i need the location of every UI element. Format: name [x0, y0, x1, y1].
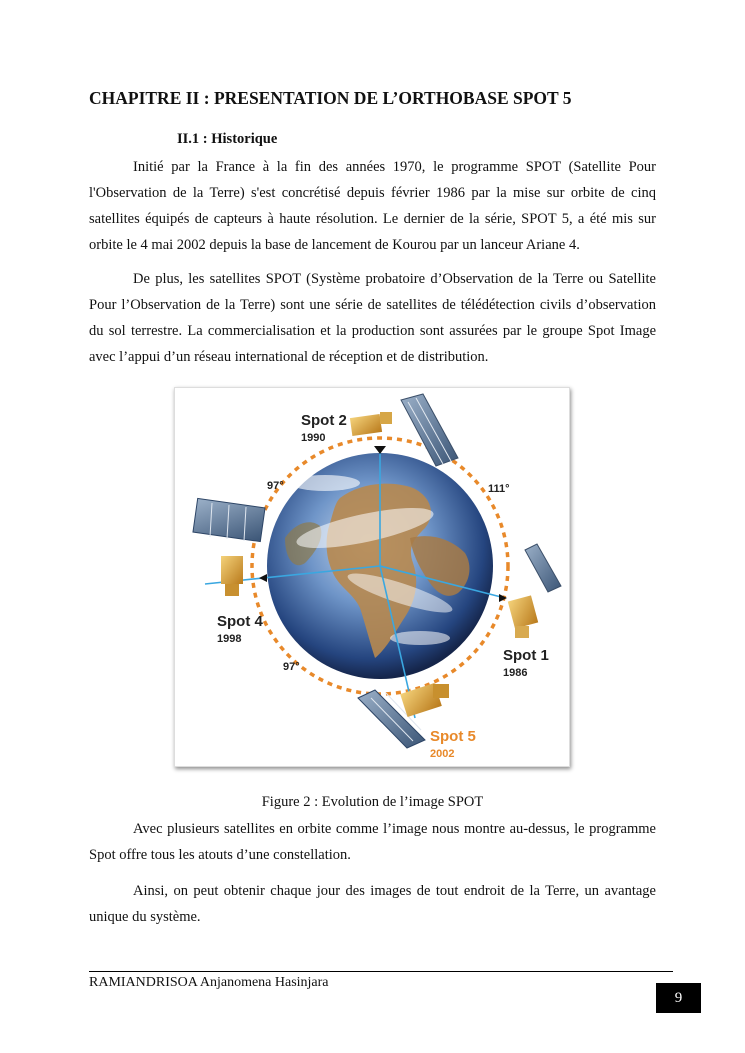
figure-illustration [175, 388, 569, 766]
section-title: II.1 : Historique [177, 131, 278, 147]
angle-label-left-top: 97° [267, 480, 284, 492]
footer-divider [89, 971, 673, 972]
spot-5-name: Spot 5 [430, 728, 476, 745]
chapter-title: CHAPITRE II : PRESENTATION DE L’ORTHOBASE SPOT 5 [89, 88, 572, 108]
paragraph-4: Ainsi, on peut obtenir chaque jour des images de tout endroit de la Terre, un avantage unique du système. [89, 883, 656, 925]
figure-caption: Figure 2 : Evolution de l’image SPOT [261, 794, 484, 810]
spot-1-year: 1986 [503, 667, 528, 679]
spot-2-name: Spot 2 [301, 412, 347, 429]
spot-4-year: 1998 [217, 633, 242, 645]
spot-1-name: Spot 1 [503, 647, 549, 664]
angle-label-left-bottom: 97° [283, 661, 300, 673]
page-number: 9 [656, 983, 701, 1013]
spot-constellation-figure [174, 387, 570, 767]
paragraph-2: De plus, les satellites SPOT (Système probatoire d’Observation de la Terre ou Satellite Pour l’Observation de la Terre) sont une série de satellites de télédétection civils d’observation du sol terrestre. La commercialisation et la production sont assurées par le groupe Spot Image avec l’appui d’un réseau international de réception et de distribution. [89, 271, 656, 365]
footer-author: RAMIANDRISOA Anjanomena Hasinjara [89, 975, 329, 990]
paragraph-1: Initié par la France à la fin des années 1970, le programme SPOT (Satellite Pour l'Observation de la Terre) s'est concrétisé depuis février 1986 par la mise sur orbite de cinq satellites équipés de capteurs à haute résolution. Le dernier de la série, SPOT 5, a été mis sur orbite le 4 mai 2002 depuis la base de lancement de Kourou par un lanceur Ariane 4. [89, 159, 656, 253]
paragraph-3: Avec plusieurs satellites en orbite comme l’image nous montre au-dessus, le programme Spot offre tous les atouts d’une constellation. [89, 821, 656, 863]
spot-4-name: Spot 4 [217, 613, 263, 630]
angle-label-right: 111° [488, 483, 510, 495]
spot-5-year: 2002 [430, 748, 455, 760]
spot-2-year: 1990 [301, 432, 326, 444]
spot-1-satellite [508, 544, 561, 638]
